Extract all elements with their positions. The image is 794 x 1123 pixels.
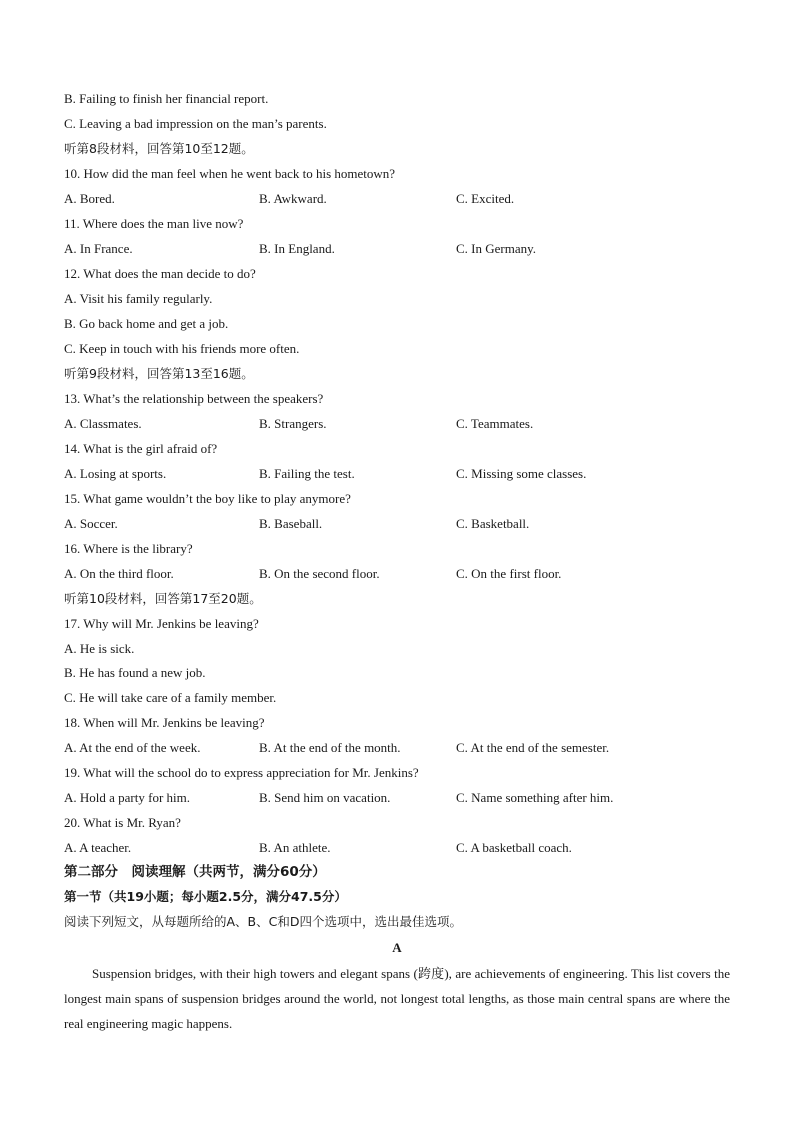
question-11: 11. Where does the man live now?: [64, 216, 244, 231]
q15-option-b: B. Baseball.: [259, 516, 323, 531]
q16-option-c: C. On the first floor.: [456, 566, 562, 581]
section-8-heading: 听第8段材料，回答第10至12题。: [64, 141, 254, 156]
q17-option-c: C. He will take care of a family member.: [64, 690, 277, 705]
q9-option-b: B. Failing to finish her financial report.: [64, 91, 269, 106]
q15-option-c: C. Basketball.: [456, 516, 530, 531]
q17-option-a: A. He is sick.: [64, 641, 135, 656]
q17-option-b: B. He has found a new job.: [64, 665, 206, 680]
section-1-heading: 第一节（共19小题；每小题2.5分，满分47.5分）: [64, 889, 347, 904]
q14-option-b: B. Failing the test.: [259, 466, 355, 481]
q10-option-c: C. Excited.: [456, 191, 515, 206]
question-19-options: [64, 788, 730, 808]
q14-option-a: A. Losing at sports.: [64, 466, 167, 481]
q14-option-c: C. Missing some classes.: [456, 466, 587, 481]
question-18-options: [64, 738, 730, 758]
q20-option-b: B. An athlete.: [259, 840, 331, 855]
q20-option-a: A. A teacher.: [64, 840, 132, 855]
q16-option-a: A. On the third floor.: [64, 566, 174, 581]
passage-paragraph: Suspension bridges, with their high towers and elegant spans (跨度), are achievements of engineering. This list covers the longest main spans of suspension bridges around the world, not longest total lengths, as those main central spans are where the real engineering magic happens.: [64, 966, 730, 1031]
q11-option-b: B. In England.: [259, 241, 335, 256]
question-14: 14. What is the girl afraid of?: [64, 441, 218, 456]
q18-option-b: B. At the end of the month.: [259, 740, 401, 755]
question-16: 16. Where is the library?: [64, 541, 193, 556]
question-18: 18. When will Mr. Jenkins be leaving?: [64, 715, 265, 730]
q11-option-a: A. In France.: [64, 241, 133, 256]
q13-option-a: A. Classmates.: [64, 416, 142, 431]
q13-option-b: B. Strangers.: [259, 416, 327, 431]
instructions: 阅读下列短文，从每题所给的A、B、C和D四个选项中，选出最佳选项。: [64, 914, 462, 929]
section-10-heading: 听第10段材料，回答第17至20题。: [64, 591, 262, 606]
question-15: 15. What game wouldn’t the boy like to play anymore?: [64, 491, 351, 506]
question-19: 19. What will the school do to express appreciation for Mr. Jenkins?: [64, 765, 419, 780]
question-16-options: [64, 564, 730, 584]
q12-option-c: C. Keep in touch with his friends more often.: [64, 341, 300, 356]
passage-label: A: [392, 940, 402, 955]
question-17: 17. Why will Mr. Jenkins be leaving?: [64, 616, 259, 631]
question-10: 10. How did the man feel when he went back to his hometown?: [64, 166, 396, 181]
question-11-options: [64, 239, 730, 259]
q12-option-a: A. Visit his family regularly.: [64, 291, 213, 306]
q18-option-a: A. At the end of the week.: [64, 740, 201, 755]
question-13-options: [64, 414, 730, 434]
q19-option-b: B. Send him on vacation.: [259, 790, 391, 805]
question-20: 20. What is Mr. Ryan?: [64, 815, 181, 830]
question-15-options: [64, 514, 730, 534]
q19-option-a: A. Hold a party for him.: [64, 790, 191, 805]
q13-option-c: C. Teammates.: [456, 416, 534, 431]
q11-option-c: C. In Germany.: [456, 241, 537, 256]
question-14-options: [64, 464, 730, 484]
section-9-heading: 听第9段材料，回答第13至16题。: [64, 366, 254, 381]
q19-option-c: C. Name something after him.: [456, 790, 614, 805]
question-12: 12. What does the man decide to do?: [64, 266, 256, 281]
question-20-options: [64, 838, 730, 858]
q18-option-c: C. At the end of the semester.: [456, 740, 610, 755]
q10-option-b: B. Awkward.: [259, 191, 327, 206]
question-10-options: [64, 189, 730, 209]
q9-option-c: C. Leaving a bad impression on the man’s parents.: [64, 116, 327, 131]
q12-option-b: B. Go back home and get a job.: [64, 316, 229, 331]
q15-option-a: A. Soccer.: [64, 516, 118, 531]
question-13: 13. What’s the relationship between the speakers?: [64, 391, 324, 406]
q20-option-c: C. A basketball coach.: [456, 840, 572, 855]
q16-option-b: B. On the second floor.: [259, 566, 380, 581]
q10-option-a: A. Bored.: [64, 191, 115, 206]
part-2-heading: 第二部分 阅读理解（共两节，满分60分）: [64, 864, 326, 880]
